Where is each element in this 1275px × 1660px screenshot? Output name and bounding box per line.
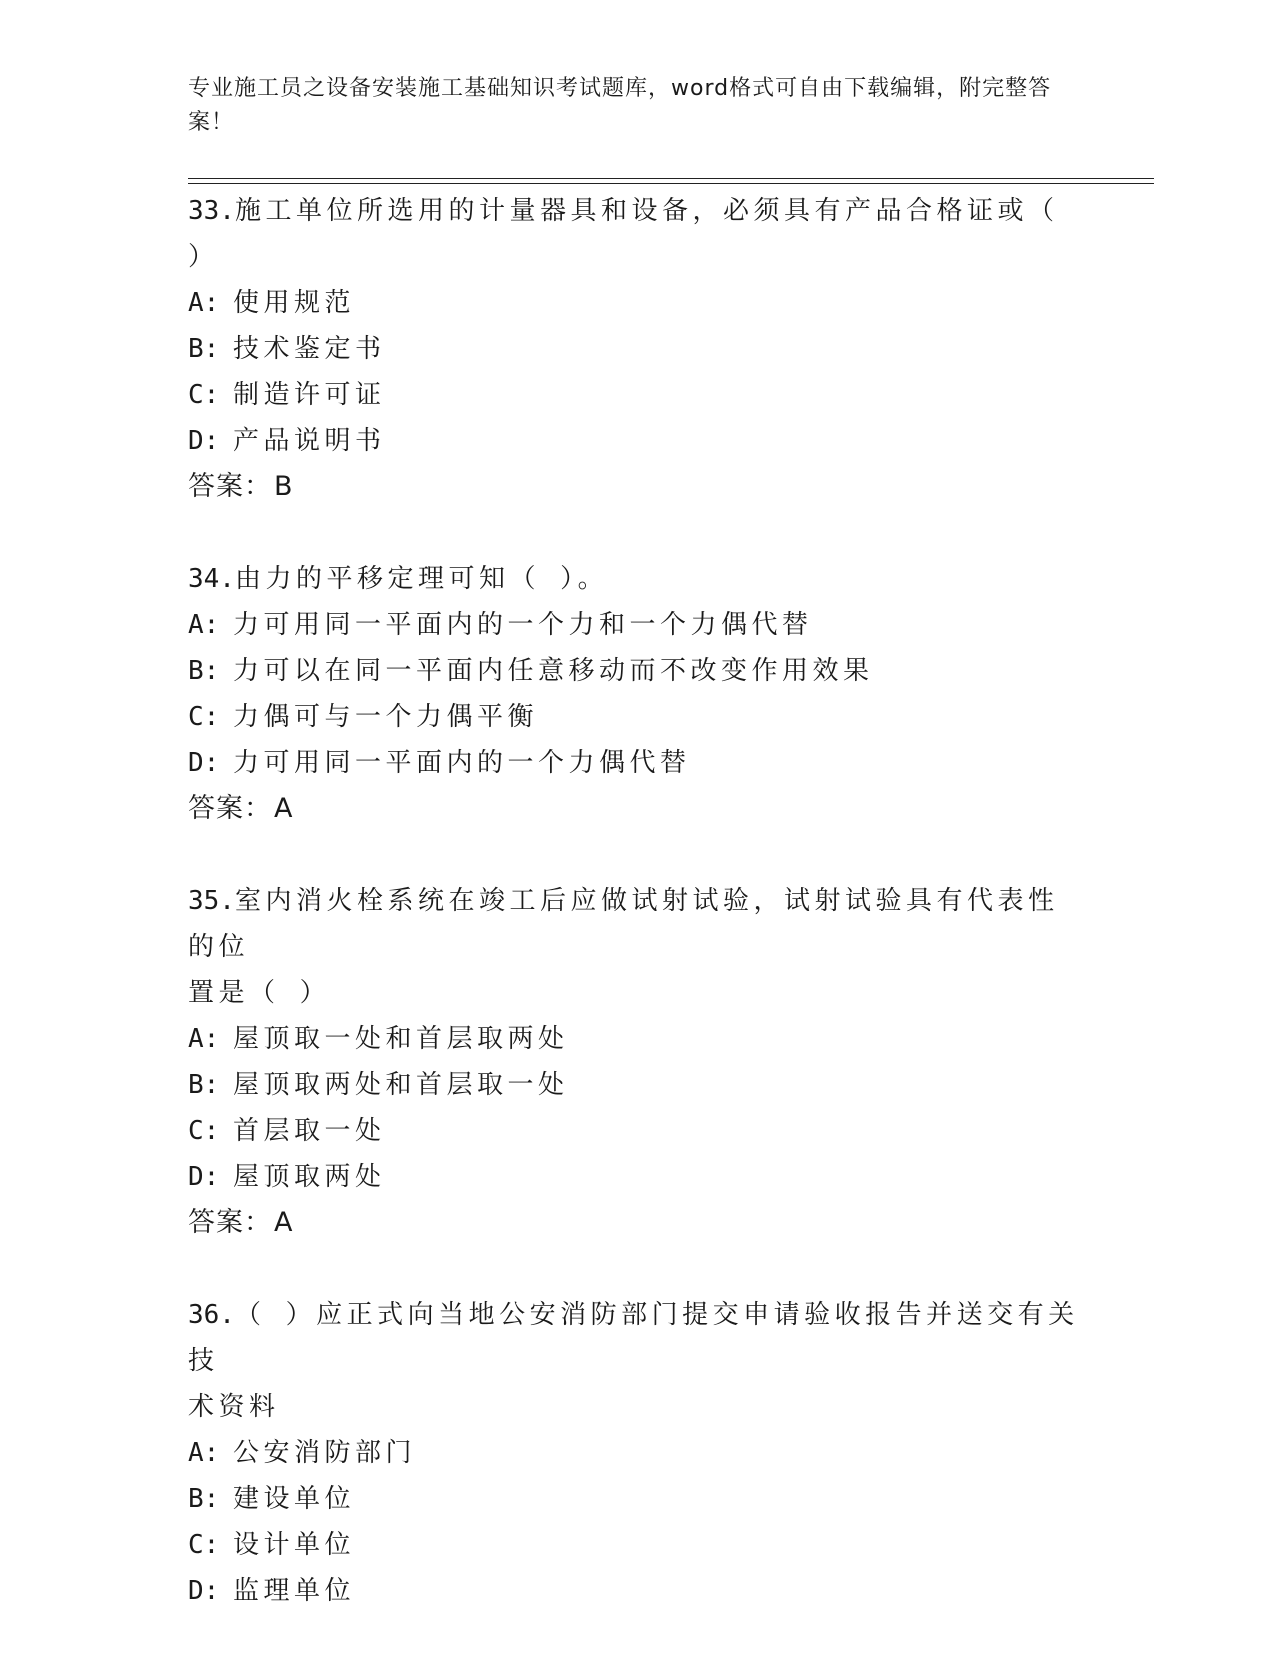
question-text: 室内消火栓系统在竣工后应做试射试验，试射试验具有代表性的位	[188, 886, 1059, 962]
answer-line	[188, 786, 1088, 832]
option-letter: D:	[188, 748, 220, 778]
option-text: 力可用同一平面内的一个力偶代替	[233, 748, 691, 778]
question-35	[188, 878, 1088, 1246]
question-34	[188, 556, 1088, 832]
option-letter: B:	[188, 1070, 220, 1100]
question-stem	[188, 878, 1088, 970]
option-c	[188, 1108, 1088, 1154]
option-text: 屋顶取两处	[233, 1162, 386, 1192]
question-number: 35.	[188, 886, 235, 916]
option-a	[188, 1016, 1088, 1062]
question-stem-continued	[188, 970, 1088, 1016]
answer-value: A	[274, 793, 294, 824]
question-text: 由力的平移定理可知（ ）。	[234, 564, 609, 594]
option-text: 设计单位	[233, 1530, 356, 1560]
option-c	[188, 1522, 1088, 1568]
option-text: 力可以在同一平面内任意移动而不改变作用效果	[233, 656, 874, 686]
option-a	[188, 280, 1088, 326]
option-text: 首层取一处	[233, 1116, 386, 1146]
option-letter: D:	[188, 426, 220, 456]
question-stem	[188, 188, 1088, 280]
option-letter: C:	[188, 380, 220, 410]
option-letter: C:	[188, 702, 220, 732]
question-text-continued: 置是（ ）	[188, 978, 331, 1008]
option-c	[188, 372, 1088, 418]
answer-label: 答案：	[188, 793, 272, 824]
option-b	[188, 1062, 1088, 1108]
option-text: 屋顶取两处和首层取一处	[233, 1070, 569, 1100]
answer-line	[188, 464, 1088, 510]
question-number: 33.	[188, 196, 235, 226]
question-stem	[188, 1292, 1088, 1384]
option-c	[188, 694, 1088, 740]
option-text: 监理单位	[233, 1576, 356, 1606]
header-divider-top	[188, 178, 1154, 179]
question-stem	[188, 556, 1088, 602]
option-letter: C:	[188, 1530, 220, 1560]
option-letter: A:	[188, 288, 220, 318]
option-text: 屋顶取一处和首层取两处	[233, 1024, 569, 1054]
question-36	[188, 1292, 1088, 1614]
option-letter: B:	[188, 334, 220, 364]
question-list	[188, 188, 1088, 1660]
answer-label: 答案：	[188, 1207, 272, 1238]
option-a	[188, 602, 1088, 648]
option-text: 力可用同一平面内的一个力和一个力偶代替	[233, 610, 813, 640]
answer-value: A	[274, 1207, 294, 1238]
question-number: 34.	[188, 564, 235, 594]
option-a	[188, 1430, 1088, 1476]
question-number: 36.	[188, 1300, 235, 1330]
option-text: 力偶可与一个力偶平衡	[233, 702, 539, 732]
answer-label: 答案：	[188, 471, 272, 502]
answer-line	[188, 1200, 1088, 1246]
option-b	[188, 1476, 1088, 1522]
option-text: 产品说明书	[233, 426, 386, 456]
option-letter: C:	[188, 1116, 220, 1146]
option-text: 使用规范	[233, 288, 356, 318]
option-text: 公安消防部门	[233, 1438, 417, 1468]
question-text: （ ）应正式向当地公安消防部门提交申请验收报告并送交有关技	[188, 1300, 1079, 1376]
header-intro-text: 专业施工员之设备安装施工基础知识考试题库，word格式可自由下载编辑，附完整答案！	[188, 76, 1052, 135]
question-33	[188, 188, 1088, 510]
option-letter: A:	[188, 610, 220, 640]
option-text: 制造许可证	[233, 380, 386, 410]
option-letter: B:	[188, 1484, 220, 1514]
question-stem-continued	[188, 1384, 1088, 1430]
option-letter: A:	[188, 1024, 220, 1054]
option-d	[188, 740, 1088, 786]
option-b	[188, 648, 1088, 694]
option-letter: D:	[188, 1576, 220, 1606]
header-divider-bottom	[188, 183, 1154, 184]
option-text: 建设单位	[233, 1484, 356, 1514]
option-letter: D:	[188, 1162, 220, 1192]
question-text: 施工单位所选用的计量器具和设备，必须具有产品合格证或（ ）	[188, 196, 1059, 272]
option-d	[188, 1154, 1088, 1200]
option-letter: B:	[188, 656, 220, 686]
answer-value: B	[274, 471, 294, 502]
option-b	[188, 326, 1088, 372]
option-d	[188, 418, 1088, 464]
question-text-continued: 术资料	[188, 1392, 280, 1422]
option-d	[188, 1568, 1088, 1614]
option-text: 技术鉴定书	[233, 334, 386, 364]
document-header	[188, 72, 1068, 140]
option-letter: A:	[188, 1438, 220, 1468]
